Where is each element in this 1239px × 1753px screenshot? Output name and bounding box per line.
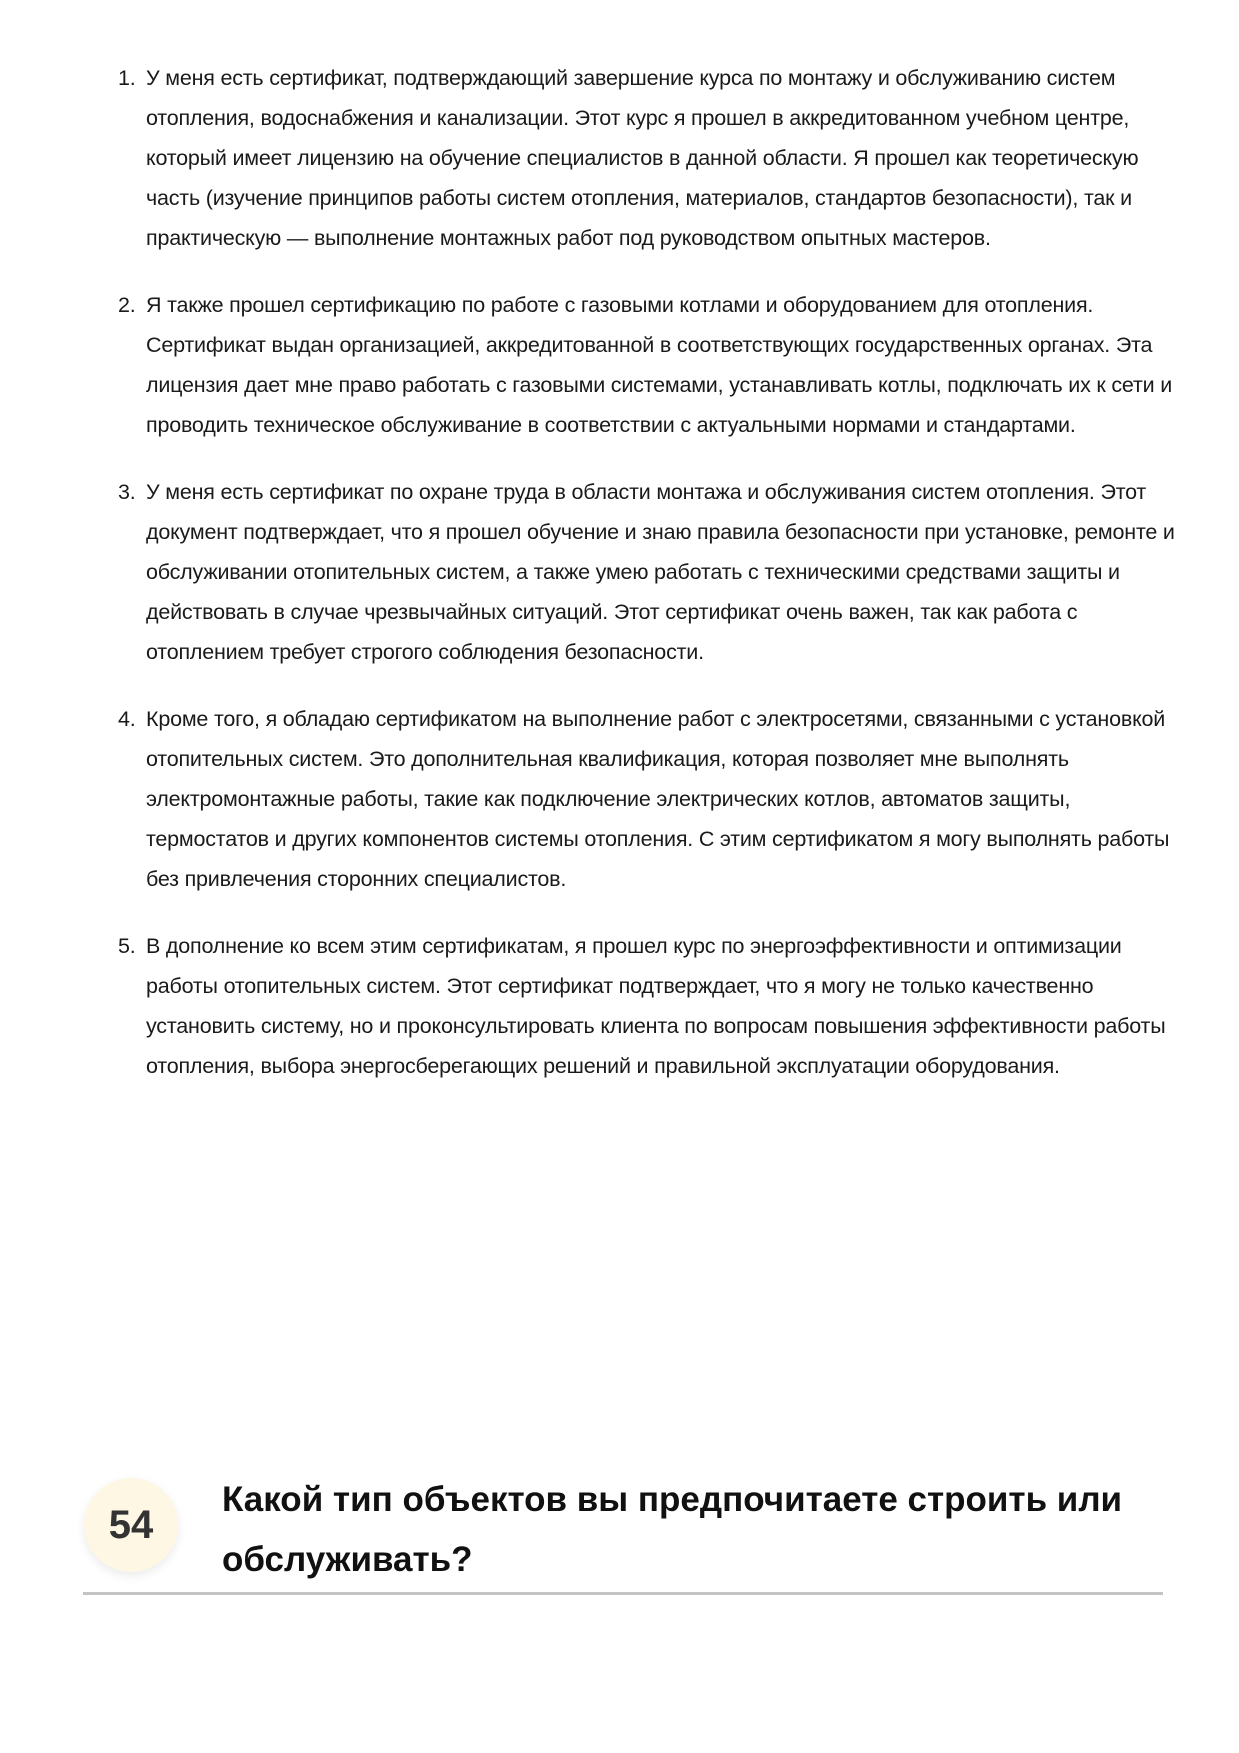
item-text: В дополнение ко всем этим сертификатам, я прошел курс по энергоэффективности и оптимизации работы отопительных систем. Этот сертификат подтверждает, что я могу не только качественно установить систему, но и проконсультировать клиента по вопросам повышения эффективности работы отопления, выбора энергосберегающих решений и правильной эксплуатации оборудования.	[146, 934, 1166, 1078]
divider	[83, 1592, 1163, 1595]
question-heading: Какой тип объектов вы предпочитаете строить или обслуживать?	[222, 1480, 1123, 1579]
item-number: 5.	[118, 934, 136, 958]
item-text: У меня есть сертификат, подтверждающий завершение курса по монтажу и обслуживанию систем отопления, водоснабжения и канализации. Этот курс я прошел в аккредитованном учебном центре, который имеет лицензию на обучение специалистов в данной области. Я прошел как теоретическую часть (изучение принципов работы систем отопления, материалов, стандартов безопасности), так и практическую — выполнение монтажных работ под руководством опытных мастеров.	[146, 66, 1139, 250]
item-number: 2.	[118, 293, 136, 317]
list-item	[118, 285, 1176, 445]
list-item	[118, 58, 1176, 258]
list-item	[118, 472, 1176, 672]
item-number: 3.	[118, 480, 136, 504]
item-text: У меня есть сертификат по охране труда в области монтажа и обслуживания систем отопления. Этот документ подтверждает, что я прошел обучение и знаю правила безопасности при установке, ремонте и обслуживании отопительных систем, а также умею работать с техническими средствами защиты и действовать в случае чрезвычайных ситуаций. Этот сертификат очень важен, так как работа с отоплением требует строгого соблюдения безопасности.	[146, 480, 1175, 664]
item-text: Кроме того, я обладаю сертификатом на выполнение работ с электросетями, связанными с установкой отопительных систем. Это дополнительная квалификация, которая позволяет мне выполнять электромонтажные работы, такие как подключение электрических котлов, автоматов защиты, термостатов и других компонентов системы отопления. С этим сертификатом я могу выполнять работы без привлечения сторонних специалистов.	[146, 707, 1170, 891]
certificate-list	[118, 58, 1176, 1113]
question-number-badge: 54	[84, 1478, 178, 1572]
item-number: 4.	[118, 707, 136, 731]
list-item	[118, 699, 1176, 899]
item-text: Я также прошел сертификацию по работе с газовыми котлами и оборудованием для отопления. Сертификат выдан организацией, аккредитованной в соответствующих государственных органах. Эта лицензия дает мне право работать с газовыми системами, устанавливать котлы, подключать их к сети и проводить техническое обслуживание в соответствии с актуальными нормами и стандартами.	[146, 293, 1173, 437]
item-number: 1.	[118, 66, 136, 90]
list-item	[118, 926, 1176, 1086]
